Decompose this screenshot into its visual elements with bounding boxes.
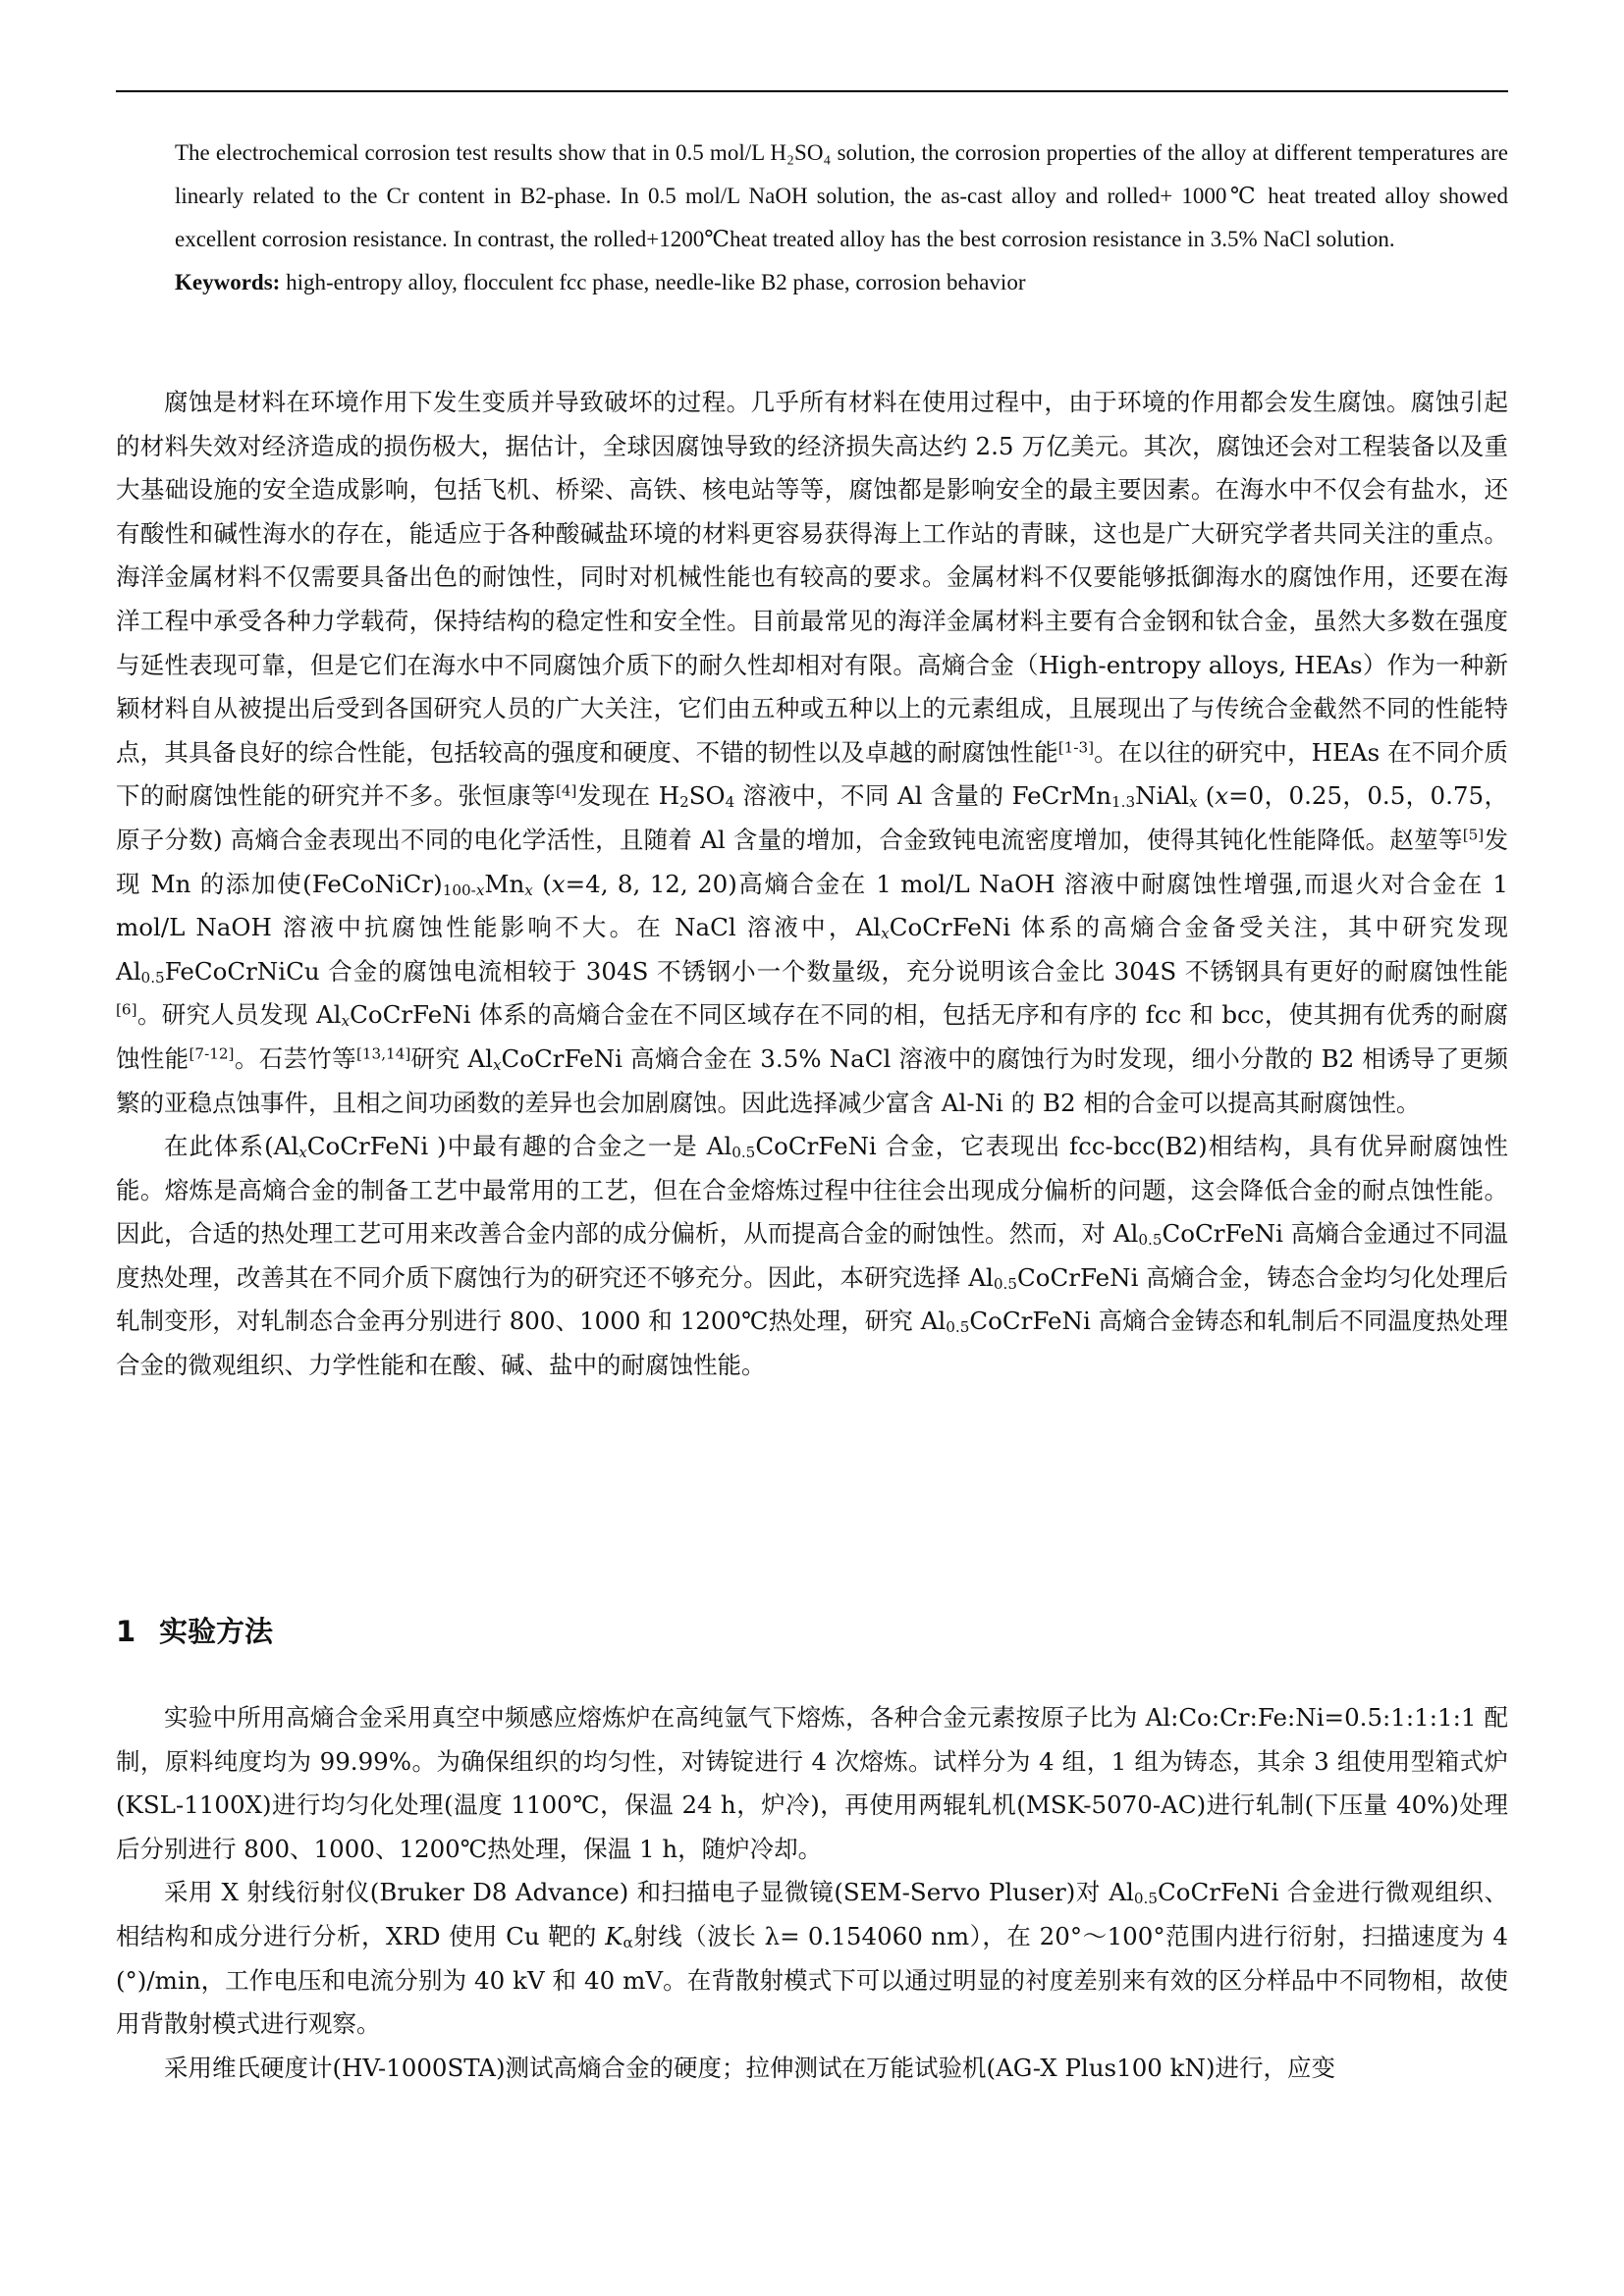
citation: [5] (1462, 826, 1485, 844)
intro-paragraph-2: 在此体系($Al_xCoCrFeNi$ )中最有趣的合金之一是 $Al_{0.5}CoCrFeNi$ 合金，它表现出 fcc-bcc(B2)相结构，具有优异耐腐蚀性能。熔炼是高熵合金的制备工艺中最常用的工艺，但在合金熔炼过程中往往会出现成分偏析的问题，这会降低合金的耐点蚀性能。因此，合适的热处理工艺可用来改善合金内部的成分偏析，从而提高合金的耐蚀性。然而，对 $Al_{0.5}CoCrFeNi$ 高熵合金通过不同温度热处理，改善其在不同介质下腐蚀行为的研究还不够充分。因此，本研究选择 $Al_{0.5}CoCrFeNi$ 高熵合金，铸态合金均匀化处理后轧制变形，对轧制态合金再分别进行 800、1000 和 1200℃热处理，研究 $Al_{0.5}CoCrFeNi$ 高熵合金铸态和轧制后不同温度热处理合金的微观组织、力学性能和在酸、碱、盐中的耐腐蚀性能。 (116, 1132, 1508, 1380)
abstract (175, 132, 1508, 304)
citation: [13,14] (355, 1044, 411, 1063)
citation: [1-3] (1057, 738, 1095, 757)
citation: [6] (116, 1000, 137, 1019)
methods-paragraph-2: 采用 X 射线衍射仪(Bruker D8 Advance) 和扫描电子显微镜(SEM-Servo Pluser)对 $Al_{0.5}CoCrFeNi$ 合金进行微观组织、相结构和成分进行分析，XRD 使用 Cu 靶的 $K_\alpha$射线（波长 λ= 0.154060 nm），在 20°～100°范围内进行衍射，扫描速度为 4 (°)/min，工作电压和电流分别为 40 kV 和 40 mV。在背散射模式下可以通过明显的衬度差别来有效的区分样品中不同物相，故使用背散射模式进行观察。 (116, 1878, 1508, 2039)
keywords-line (175, 261, 1508, 304)
keywords-list: high-entropy alloy, flocculent fcc phase, needle-like B2 phase, corrosion behavior (280, 270, 1026, 294)
methods (116, 1696, 1508, 2090)
section-heading (116, 1610, 273, 1650)
keywords-label: Keywords: (175, 270, 281, 294)
intro-paragraph-1: 腐蚀是材料在环境作用下发生变质并导致破坏的过程。几乎所有材料在使用过程中，由于环境的作用都会发生腐蚀。腐蚀引起的材料失效对经济造成的损伤极大，据估计，全球因腐蚀导致的经济损失高达约 2.5 万亿美元。其次，腐蚀还会对工程装备以及重大基础设施的安全造成影响，包括飞机、桥梁、高铁、核电站等等，腐蚀都是影响安全的最主要因素。在海水中不仅会有盐水，还有酸性和碱性海水的存在，能适应于各种酸碱盐环境的材料更容易获得海上工作站的青睐，这也是广大研究学者共同关注的重点。海洋金属材料不仅需要具备出色的耐蚀性，同时对机械性能也有较高的要求。金属材料不仅要能够抵御海水的腐蚀作用，还要在海洋工程中承受各种力学载荷，保持结构的稳定性和安全性。目前最常见的海洋金属材料主要有合金钢和钛合金，虽然大多数在强度与延性表现可靠，但是它们在海水中不同腐蚀介质下的耐久性却相对有限。高熵合金（High-entropy alloys, HEAs）作为一种新颖材料自从被提出后受到各国研究人员的广大关注，它们由五种或五种以上的元素组成，且展现出了与传统合金截然不同的性能特点，其具备良好的综合性能，包括较高的强度和硬度、不错的韧性以及卓越的耐腐蚀性能[1-3]。在以往的研究中，HEAs 在不同介质下的耐腐蚀性能的研究并不多。张恒康等[4]发现在 $H_2SO_4$ 溶液中，不同 Al 含量的 FeCrMn$_{1.3}$NiAl$_x$ (x=0，0.25，0.5，0.75，原子分数) 高熵合金表现出不同的电化学活性，且随着 Al 含量的增加，合金致钝电流密度增加，使得其钝化性能降低。赵堃等[5]发现 Mn 的添加使$(FeCoNiCr)_{100-x}Mn_x$ (x=4, 8, 12, 20)高熵合金在 1 mol/L NaOH 溶液中耐腐蚀性增强,而退火对合金在 1 mol/L NaOH 溶液中抗腐蚀性能影响不大。在 NaCl 溶液中，$Al_xCoCrFeNi$ 体系的高熵合金备受关注，其中研究发现 $Al_{0.5}FeCoCrNiCu$ 合金的腐蚀电流相较于 304S 不锈钢小一个数量级，充分说明该合金比 304S 不锈钢具有更好的耐腐蚀性能[6]。研究人员发现 $Al_xCoCrFeNi$ 体系的高熵合金在不同区域存在不同的相，包括无序和有序的 fcc 和 bcc，使其拥有优秀的耐腐蚀性能[7-12]。石芸竹等[13,14]研究 $Al_xCoCrFeNi$ 高熵合金在 3.5% NaCl 溶液中的腐蚀行为时发现，细小分散的 B2 相诱导了更频繁的亚稳点蚀事件，且相之间功函数的差异也会加剧腐蚀。因此选择减少富含 Al-Ni 的 B2 相的合金可以提高其耐腐蚀性。 (116, 388, 1508, 1117)
methods-paragraph-1: 实验中所用高熵合金采用真空中频感应熔炼炉在高纯氩气下熔炼，各种合金元素按原子比为 Al:Co:Cr:Fe:Ni=0.5:1:1:1:1 配制，原料纯度均为 99.99%。为确保组织的均匀性，对铸锭进行 4 次熔炼。试样分为 4 组，1 组为铸态，其余 3 组使用型箱式炉(KSL-1100X)进行均匀化处理(温度 1100℃，保温 24 h，炉冷)，再使用两辊轧机(MSK-5070-AC)进行轧制(下压量 40%)处理后分别进行 800、1000、1200℃热处理，保温 1 h，随炉冷却。 (116, 1703, 1508, 1863)
introduction (116, 381, 1508, 1388)
section-number: 1 (116, 1615, 136, 1648)
methods-paragraph-3: 采用维氏硬度计(HV-1000STA)测试高熵合金的硬度；拉伸测试在万能试验机(AG-X Plus100 kN)进行，应变 (164, 2053, 1336, 2082)
section-title: 实验方法 (159, 1615, 274, 1648)
header-rule (116, 90, 1508, 92)
citation: [7-12] (189, 1044, 235, 1063)
abstract-text: The electrochemical corrosion test results show that in 0.5 mol/L H₂SO₄ solution, the corrosion properties of the alloy at different temperatures are linearly related to the Cr content in B2-phase. In 0.5 mol/L NaOH solution, the as-cast alloy and rolled+ 1000℃ heat treated alloy showed excellent corrosion resistance. In contrast, the rolled+1200℃heat treated alloy has the best corrosion resistance in 3.5% NaCl solution. (175, 140, 1508, 251)
citation: [4] (555, 782, 577, 800)
